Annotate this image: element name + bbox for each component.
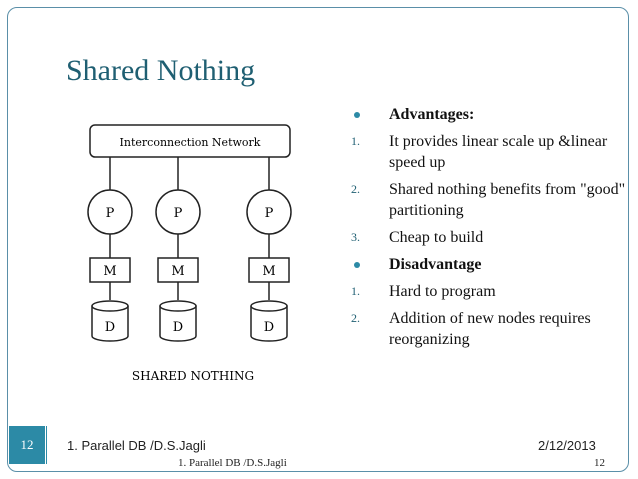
- processor-label: P: [105, 206, 115, 221]
- shared-nothing-diagram: [80, 118, 320, 388]
- interconnection-network-label: Interconnection Network: [119, 136, 261, 149]
- processor-label: P: [264, 206, 274, 221]
- footer-center-text: 1. Parallel DB /D.S.Jagli: [178, 457, 287, 469]
- footer-page-number: 12: [594, 457, 605, 469]
- bullet-dot-icon: [354, 262, 360, 268]
- bullet-number: 3.: [351, 230, 360, 244]
- bullet-dot-icon: [354, 112, 360, 118]
- bullet-number: 2.: [351, 311, 360, 325]
- diagram-caption: SHARED NOTHING: [131, 369, 255, 383]
- disk-label: D: [263, 320, 275, 335]
- bullet-item: [345, 308, 635, 350]
- slide-number-badge: 12: [9, 426, 45, 464]
- bullet-number: 1.: [351, 134, 360, 148]
- bullet-item: [345, 179, 635, 221]
- disk-label: D: [104, 320, 116, 335]
- bullet-text: Hard to program: [389, 283, 496, 300]
- bullet-item: [345, 281, 635, 302]
- memory-label: M: [103, 264, 117, 279]
- bullet-item: [345, 227, 635, 248]
- disk-label: D: [172, 320, 184, 335]
- bullet-number: 1.: [351, 284, 360, 298]
- bullet-disadvantage: [345, 254, 635, 275]
- bullet-item: [345, 131, 635, 173]
- slide-title: Shared Nothing: [66, 54, 256, 87]
- memory-label: M: [171, 264, 185, 279]
- bullet-advantages: [345, 104, 635, 125]
- bullet-text: Advantages:: [389, 106, 475, 123]
- bullet-text: Disadvantage: [389, 256, 482, 273]
- bullet-text: It provides linear scale up &linear speed up: [389, 133, 608, 171]
- processor-label: P: [173, 206, 183, 221]
- bullet-text: Shared nothing benefits from "good" partitioning: [389, 181, 626, 219]
- memory-label: M: [262, 264, 276, 279]
- bullet-text: Cheap to build: [389, 229, 484, 246]
- footer-left-text: 1. Parallel DB /D.S.Jagli: [67, 438, 206, 453]
- bullet-list: [345, 104, 635, 356]
- bullet-number: 2.: [351, 182, 360, 196]
- bullet-text: Addition of new nodes requires reorganizing: [389, 310, 591, 348]
- footer-divider: [46, 426, 47, 464]
- footer-date: 2/12/2013: [538, 438, 596, 453]
